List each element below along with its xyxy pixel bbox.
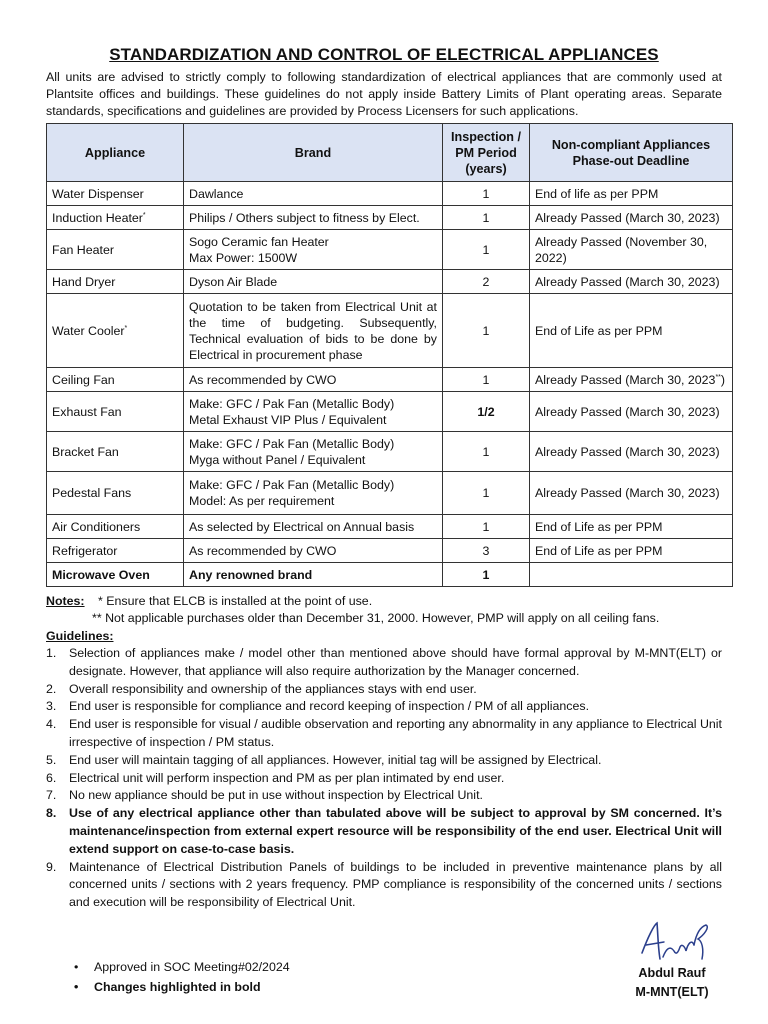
item-number: 4.: [46, 717, 57, 732]
item-number: 9.: [46, 859, 57, 874]
list-item: [46, 698, 722, 716]
item-text: Use of any electrical appliance other than tabulated above will be subject to approval by SM concerned. It’s maintenance/inspection from external expert resource will be responsibility of the end user. Electrical Unit will extend support on case-to-case basis.: [69, 806, 722, 856]
cell-period: 1: [443, 563, 530, 587]
list-item: [46, 716, 722, 752]
cell-appliance: [47, 294, 184, 368]
cell-brand: As recommended by CWO: [184, 368, 443, 392]
signatory-designation: M-MNT(ELT): [635, 985, 709, 999]
cell-deadline: Already Passed (March 30, 2023): [530, 432, 733, 472]
appliance-name: Water Cooler: [52, 323, 125, 338]
item-number: 7.: [46, 788, 57, 803]
table-row: [47, 368, 733, 392]
cell-brand: As recommended by CWO: [184, 539, 443, 563]
cell-appliance: Refrigerator: [47, 539, 184, 563]
list-item: [46, 645, 722, 681]
cell-appliance: Air Conditioners: [47, 515, 184, 539]
note-line-1: [46, 593, 722, 610]
table-row: [47, 563, 733, 587]
cell-brand: Any renowned brand: [184, 563, 443, 587]
cell-brand: [184, 432, 443, 472]
cell-deadline: Already Passed (March 30, 2023): [530, 392, 733, 432]
cell-period: 1: [443, 515, 530, 539]
cell-deadline: Already Passed (November 30, 2022): [530, 230, 733, 270]
cell-period: 1: [443, 472, 530, 515]
cell-deadline: Already Passed (March 30, 2023): [530, 472, 733, 515]
footer-item-approved: [72, 957, 290, 977]
list-item: [46, 805, 722, 858]
brand-line: Myga without Panel / Equivalent: [189, 452, 366, 467]
item-text: Selection of appliances make / model other than mentioned above should have formal approval by M-MNT(ELT) or designate. However, that appliance will also require authorization by the Manager concerned.: [69, 646, 722, 678]
cell-appliance: Pedestal Fans: [47, 472, 184, 515]
header-appliance: Appliance: [47, 124, 184, 182]
appliance-table: [46, 123, 733, 587]
cell-period: 1/2: [443, 392, 530, 432]
intro-paragraph: All units are advised to strictly comply to following standardization of electrical appliances that are commonly used at Plantsite offices and buildings. These guidelines do not apply inside Battery Limits of Plant operating areas. Separate standards, specifications and guidelines are provided by Process Licensers for such applications.: [46, 70, 722, 118]
cell-period: 1: [443, 432, 530, 472]
bullet-icon: •: [74, 960, 79, 974]
footer-notes: [72, 957, 290, 997]
signatory-name: Abdul Rauf: [638, 966, 706, 980]
changes-text: Changes highlighted in bold: [94, 980, 261, 994]
cell-brand: [184, 472, 443, 515]
footer-item-changes: [72, 977, 290, 997]
item-text: Electrical unit will perform inspection and PM as per plan intimated by end user.: [69, 770, 505, 785]
cell-deadline: End of Life as per PPM: [530, 294, 733, 368]
item-text: No new appliance should be put in use without inspection by Electrical Unit.: [69, 788, 483, 803]
table-header-row: [47, 124, 733, 182]
note-2-text: ** Not applicable purchases older than December 31, 2000. However, PMP will apply on all ceiling fans.: [92, 611, 660, 625]
notes-section: [46, 593, 722, 627]
list-item: [46, 752, 722, 770]
guidelines-title: Guidelines:: [46, 629, 114, 643]
item-number: 3.: [46, 699, 57, 714]
list-item: [46, 787, 722, 805]
item-text: Maintenance of Electrical Distribution Panels of buildings to be included in preventive maintenance plans by all concerned units / sections with 2 years frequency. PMP compliance is responsibility of the concerned units / sections and execution will be responsibility of Electrical Unit.: [69, 859, 722, 910]
brand-line: Make: GFC / Pak Fan (Metallic Body): [189, 396, 395, 411]
asterisk-mark: *: [142, 211, 146, 219]
table-row: [47, 515, 733, 539]
double-asterisk-mark: **: [715, 373, 721, 381]
signatory-block: [626, 964, 718, 1002]
cell-appliance: Water Dispenser: [47, 182, 184, 206]
cell-brand: [184, 392, 443, 432]
table-row: [47, 539, 733, 563]
item-text: Overall responsibility and ownership of the appliances stays with end user.: [69, 681, 477, 696]
item-text: End user is responsible for visual / audible observation and reporting any abnormality in any appliance to Electrical Unit irrespective of inspection / PM status.: [69, 717, 722, 749]
cell-brand: As selected by Electrical on Annual basis: [184, 515, 443, 539]
item-number: 6.: [46, 770, 57, 785]
guidelines-list: [46, 645, 722, 912]
table-row: [47, 294, 733, 368]
brand-line: Max Power: 1500W: [189, 250, 298, 265]
table-row: [47, 230, 733, 270]
item-number: 1.: [46, 646, 57, 660]
deadline-close: ): [720, 372, 726, 387]
cell-deadline: Already Passed (March 30, 2023): [530, 206, 733, 230]
cell-appliance: Ceiling Fan: [47, 368, 184, 392]
brand-line: Make: GFC / Pak Fan (Metallic Body): [189, 436, 395, 451]
cell-brand: Dyson Air Blade: [184, 270, 443, 294]
table-row: [47, 392, 733, 432]
cell-appliance: Hand Dryer: [47, 270, 184, 294]
cell-brand: Philips / Others subject to fitness by Elect.: [184, 206, 443, 230]
item-number: 8.: [46, 806, 57, 821]
cell-period: 1: [443, 294, 530, 368]
cell-deadline: Already Passed (March 30, 2023): [530, 270, 733, 294]
cell-period: 1: [443, 206, 530, 230]
cell-deadline: End of Life as per PPM: [530, 539, 733, 563]
item-text: End user will maintain tagging of all appliances. However, initial tag will be assigned by Electrical.: [69, 752, 602, 767]
cell-appliance: Fan Heater: [47, 230, 184, 270]
cell-appliance: Exhaust Fan: [47, 392, 184, 432]
table-row: [47, 206, 733, 230]
cell-period: 3: [443, 539, 530, 563]
table-row: [47, 270, 733, 294]
cell-brand: Dawlance: [184, 182, 443, 206]
list-item: [46, 770, 722, 788]
item-number: 5.: [46, 752, 57, 767]
cell-period: 1: [443, 230, 530, 270]
table-row: [47, 432, 733, 472]
cell-period: 1: [443, 368, 530, 392]
cell-period: 2: [443, 270, 530, 294]
approved-text: Approved in SOC Meeting#02/2024: [94, 960, 290, 974]
list-item: [46, 859, 722, 912]
appliance-name: Induction Heater: [52, 210, 143, 225]
cell-deadline: [530, 368, 733, 392]
header-deadline: Non-compliant Appliances Phase-out Deadline: [530, 124, 733, 182]
header-period: Inspection / PM Period (years): [443, 124, 530, 182]
note-1-text: * Ensure that ELCB is installed at the point of use.: [98, 594, 373, 608]
bullet-icon: •: [74, 980, 79, 994]
document-title: STANDARDIZATION AND CONTROL OF ELECTRICAL APPLIANCES: [109, 45, 659, 64]
item-text: End user is responsible for compliance and record keeping of inspection / PM of all appliances.: [69, 699, 590, 714]
cell-deadline: [530, 563, 733, 587]
cell-appliance: Bracket Fan: [47, 432, 184, 472]
cell-brand: Quotation to be taken from Electrical Unit at the time of budgeting. Subsequently, Technical evaluation of bids to be done by Electrical in procurement phase: [184, 294, 443, 368]
cell-deadline: End of life as per PPM: [530, 182, 733, 206]
header-brand: Brand: [184, 124, 443, 182]
list-item: [46, 681, 722, 699]
brand-line: Sogo Ceramic fan Heater: [189, 234, 329, 249]
asterisk-mark: *: [124, 324, 128, 332]
cell-appliance: Microwave Oven: [47, 563, 184, 587]
notes-label: Notes:: [46, 594, 85, 608]
cell-appliance: [47, 206, 184, 230]
item-number: 2.: [46, 681, 57, 696]
deadline-text: Already Passed (March 30, 2023: [535, 372, 716, 387]
cell-deadline: End of Life as per PPM: [530, 515, 733, 539]
brand-line: Make: GFC / Pak Fan (Metallic Body): [189, 478, 395, 492]
cell-period: 1: [443, 182, 530, 206]
table-row: [47, 472, 733, 515]
brand-line: Model: As per requirement: [189, 494, 335, 508]
brand-line: Metal Exhaust VIP Plus / Equivalent: [189, 412, 387, 427]
table-row: [47, 182, 733, 206]
cell-brand: [184, 230, 443, 270]
